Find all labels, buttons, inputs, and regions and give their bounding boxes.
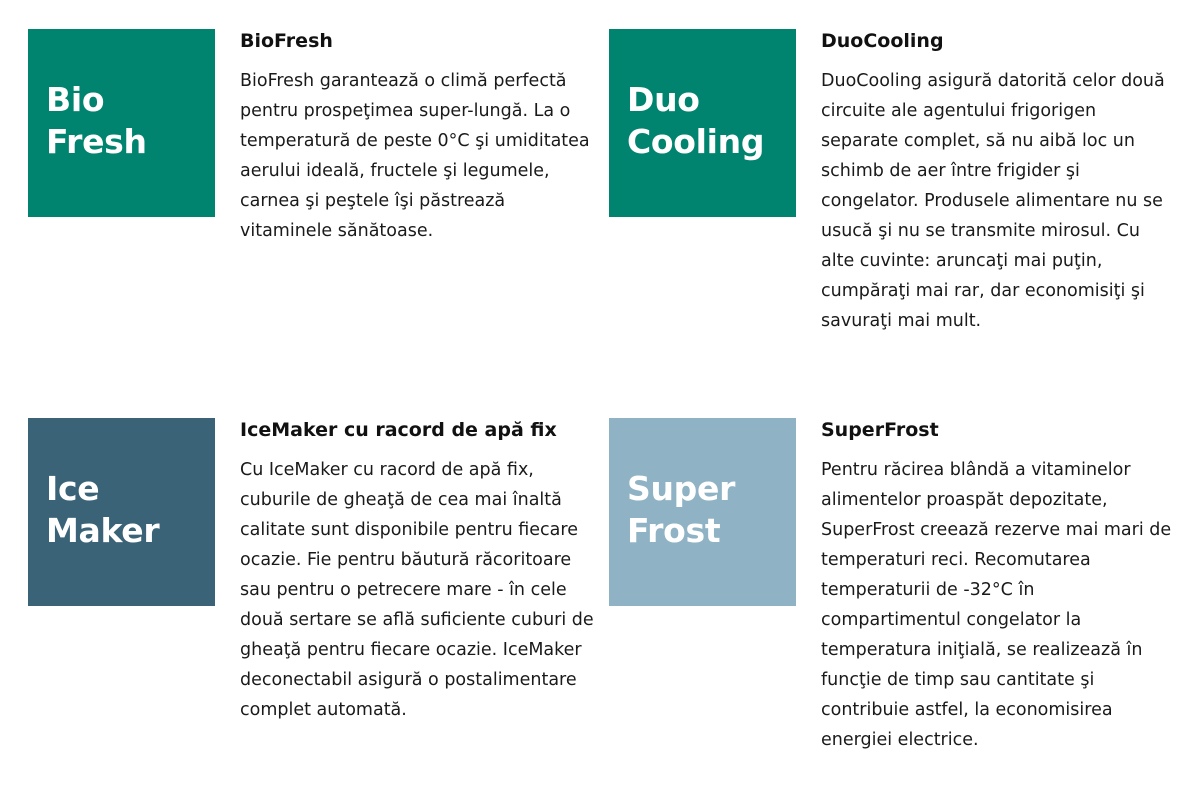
feature-text (240, 417, 596, 725)
tile-line: Frost (627, 511, 721, 550)
feature-description: Cu IceMaker cu racord de apă fix, cuburile de gheaţă de cea mai înaltă calitate sunt disponibile pentru fiecare ocazie. Fie pentru băutură răcoritoare sau pentru o petrecere mare - în cele două sertare se află suficiente cuburi de gheaţă pentru fiecare ocazie. IceMaker deconectabil asigură o postalimentare complet automată. (240, 460, 594, 720)
duocooling-logo-tile (609, 29, 796, 217)
feature-text (821, 417, 1173, 755)
feature-description: DuoCooling asigură datorită celor două circuite ale agentului frigorigen separate complet, să nu aibă loc un schimb de aer între frigider şi congelator. Produsele alimentare nu se usucă şi nu se transmite mirosul. Cu alte cuvinte: aruncaţi mai puţin, cumpăraţi mai rar, dar economisiţi şi savuraţi mai mult. (821, 71, 1165, 331)
tile-line: Fresh (46, 122, 147, 161)
feature-title: DuoCooling (821, 30, 944, 52)
biofresh-logo-tile (28, 29, 215, 217)
feature-description: Pentru răcirea blândă a vitaminelor alimentelor proaspăt depozitate, SuperFrost creează rezerve mai mari de temperaturi reci. Recomutarea temperaturii de -32°C în compartimentul congelator la temperatura iniţială, se realizează în funcţie de timp sau cantitate şi contribuie astfel, la economisirea energiei electrice. (821, 460, 1172, 750)
feature-title: SuperFrost (821, 419, 939, 441)
tile-line: Cooling (627, 122, 765, 161)
tile-line: Ice (46, 469, 100, 508)
feature-title: BioFresh (240, 30, 333, 52)
superfrost-logo-tile (609, 418, 796, 606)
tile-line: Duo (627, 80, 700, 119)
feature-title: IceMaker cu racord de apă fix (240, 419, 557, 441)
tile-line: Maker (46, 511, 160, 550)
feature-text (821, 28, 1173, 336)
tile-line: Super (627, 469, 736, 508)
tile-line: Bio (46, 80, 105, 119)
feature-description: BioFresh garantează o climă perfectă pentru prospeţimea super-lungă. La o temperatură de peste 0°C şi umiditatea aerului ideală, fructele şi legumele, carnea şi peştele îşi păstrează vitaminele sănătoase. (240, 71, 590, 241)
feature-text (240, 28, 592, 246)
icemaker-logo-tile (28, 418, 215, 606)
